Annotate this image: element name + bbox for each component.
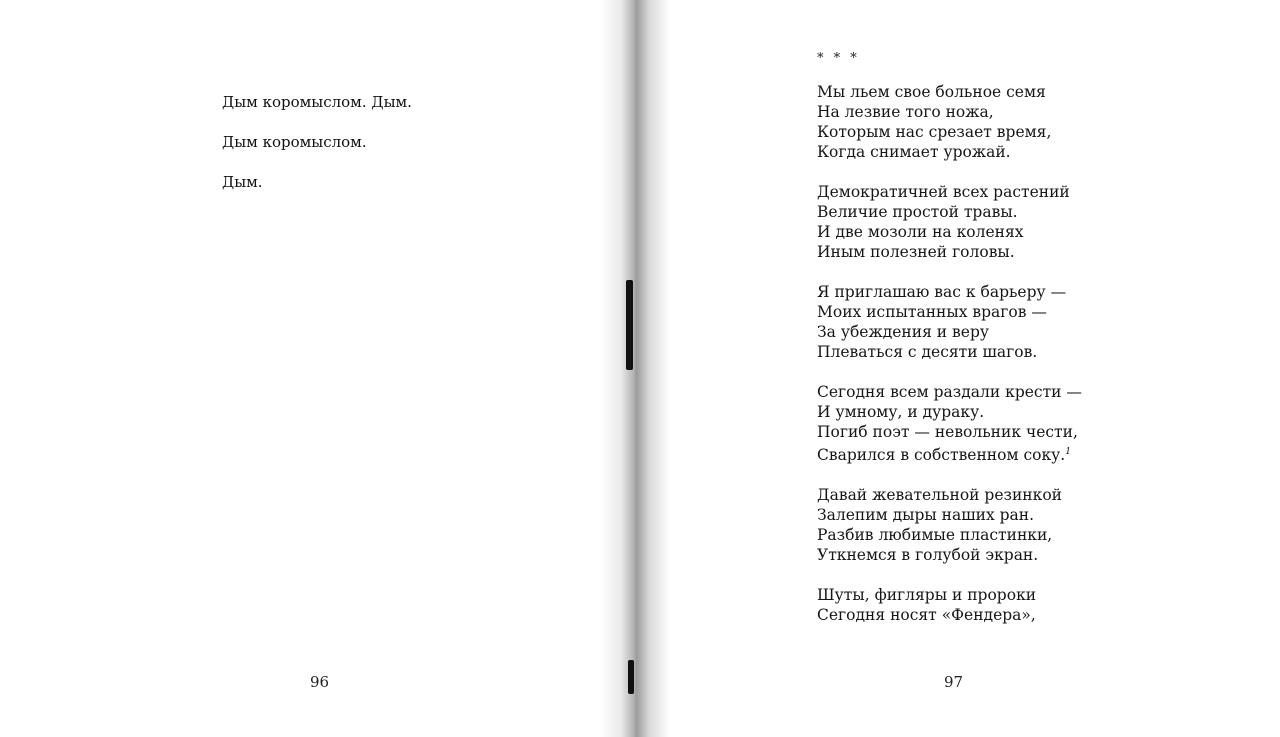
stanza (817, 182, 1082, 262)
verse-line (817, 442, 1082, 465)
left-line: Дым. (222, 173, 263, 191)
page-number-left: 96 (310, 673, 330, 691)
left-page (0, 0, 632, 737)
verse-line: Иным полезней головы. (817, 243, 1015, 261)
verse-line: Залепим дыры наших ран. (817, 506, 1035, 524)
verse-line: Разбив любимые пластинки, (817, 526, 1053, 544)
verse-line: Уткнемся в голубой экран. (817, 546, 1039, 564)
verse-line: Демократичней всех растений (817, 183, 1070, 201)
verse-line: И две мозоли на коленях (817, 223, 1024, 241)
verse-line: Мы льем свое больное семя (817, 83, 1046, 101)
verse-line: Моих испытанных врагов — (817, 303, 1047, 321)
verse-line: Шуты, фигляры и пророки (817, 586, 1037, 604)
stanza (817, 585, 1082, 625)
page-number-right: 97 (944, 673, 964, 691)
verse-line: Я приглашаю вас к барьеру — (817, 283, 1067, 301)
verse-line: На лезвие того ножа, (817, 103, 994, 121)
verse-line: Плеваться с десяти шагов. (817, 343, 1038, 361)
left-line: Дым коромыслом. (222, 133, 367, 151)
verse-line: Когда снимает урожай. (817, 143, 1011, 161)
section-separator: * * * (817, 51, 860, 66)
stanza (817, 382, 1082, 465)
stanza (817, 82, 1082, 162)
left-page-text (222, 92, 412, 212)
verse-line: Сегодня носят «Фендера», (817, 606, 1036, 624)
verse-line: Давай жевательной резинкой (817, 486, 1062, 504)
verse-line: Величие простой травы. (817, 203, 1018, 221)
stanza (817, 282, 1082, 362)
left-line: Дым коромыслом. Дым. (222, 93, 412, 111)
verse-text: Сварился в собственном соку. (817, 446, 1066, 464)
footnote-marker[interactable]: 1 (1065, 447, 1071, 457)
verse-line: Сегодня всем раздали крести — (817, 383, 1082, 401)
stanza (817, 485, 1082, 565)
verse-line: Которым нас срезает время, (817, 123, 1052, 141)
verse-line: За убеждения и веру (817, 323, 989, 341)
poem (817, 52, 1082, 645)
verse-line: Погиб поэт — невольник чести, (817, 423, 1078, 441)
right-page (632, 0, 1280, 737)
verse-line: И умному, и дураку. (817, 403, 985, 421)
